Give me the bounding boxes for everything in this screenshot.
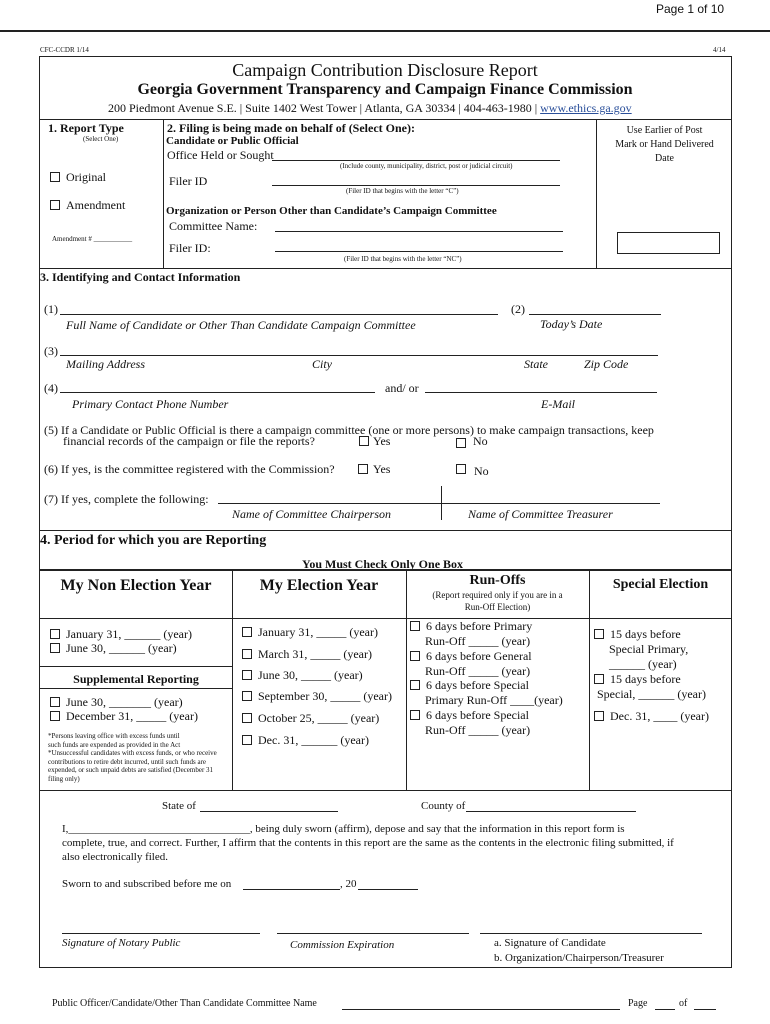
supplemental-dec31[interactable]: [50, 709, 198, 724]
committee-name-label: Committee Name:: [169, 219, 258, 233]
election-jun30[interactable]: [242, 668, 363, 683]
runoff-special-label: 6 days before Special: [426, 708, 529, 722]
field-4-number: (4): [44, 381, 58, 395]
footer-total-field[interactable]: [694, 1009, 716, 1010]
runoff-special-checkbox[interactable]: [410, 710, 420, 720]
election-jun30-checkbox[interactable]: [242, 670, 252, 680]
runoff-special-year: Run-Off _____ (year): [425, 723, 531, 737]
q5-no-label: No: [473, 434, 488, 448]
election-dec31-checkbox[interactable]: [242, 735, 252, 745]
field-2-number: (2): [511, 302, 525, 316]
office-label: Office Held or Sought: [167, 148, 274, 162]
supplemental-dec31-label: December 31, _____ (year): [66, 709, 198, 723]
zip-label: Zip Code: [584, 357, 629, 371]
postmark-line3: Date: [655, 153, 674, 164]
treasurer-label: Name of Committee Treasurer: [468, 507, 613, 521]
q6-no-checkbox[interactable]: [456, 464, 466, 474]
oath-line-2: complete, true, and correct. Further, I affirm that the contents in this report are the same as the contents in the electronic filing submitted, if: [62, 837, 674, 849]
original-checkbox[interactable]: [50, 172, 60, 182]
runoff-special-primary-year: Primary Run-Off ____(year): [425, 693, 563, 707]
filer-id-field[interactable]: [272, 185, 560, 186]
period-col-1: [232, 569, 233, 791]
election-sep30[interactable]: [242, 689, 392, 704]
special-dec31-label: Dec. 31, ____ (year): [610, 709, 709, 723]
oath-line-3: also electronically filed.: [62, 851, 168, 863]
supplemental-top-rule: [40, 666, 232, 667]
period-header-rule: [40, 618, 732, 619]
special-primary-checkbox[interactable]: [594, 629, 604, 639]
county-of-label: County of: [421, 800, 466, 812]
postmark-line2: Mark or Hand Delivered: [615, 139, 714, 150]
runoff-general-year: Run-Off _____ (year): [425, 664, 531, 678]
col-election-heading: My Election Year: [259, 577, 379, 594]
full-name-field[interactable]: [60, 314, 498, 315]
runoff-primary-year: Run-Off _____ (year): [425, 634, 531, 648]
election-oct25[interactable]: [242, 711, 379, 726]
amendment-number-field[interactable]: Amendment # ___________: [52, 235, 133, 243]
special-general[interactable]: [594, 672, 706, 702]
org-filer-id-note: (Filer ID that begins with the letter “NC”): [344, 255, 462, 263]
signature-b-label: b. Organization/Chairperson/Treasurer: [494, 952, 664, 964]
election-mar31-label: March 31, _____ (year): [258, 647, 372, 661]
original-label: Original: [66, 170, 106, 184]
election-sep30-label: September 30, _____ (year): [258, 689, 392, 703]
nonelection-jun30[interactable]: [50, 641, 177, 656]
footnote-line: expended, or such unpaid debts are satisfied (December 31: [48, 766, 214, 774]
special-dec31[interactable]: [594, 709, 709, 724]
filing-heading: 2. Filing is being made on behalf of (Select One):: [167, 121, 415, 135]
election-jun30-label: June 30, _____ (year): [258, 668, 363, 682]
oath-line-1: I,_________________________________, being duly sworn (affirm), depose and say that the information in this report form is: [62, 823, 625, 835]
runoffs-note-1: (Report required only if you are in a: [432, 590, 563, 600]
runoff-special-primary[interactable]: [410, 678, 563, 708]
election-dec31[interactable]: [242, 733, 369, 748]
phone-field[interactable]: [60, 392, 375, 393]
candidate-signature-field[interactable]: [480, 933, 702, 934]
runoff-general-label: 6 days before General: [426, 649, 532, 663]
state-of-field[interactable]: [200, 811, 338, 812]
footer-page-label: Page: [628, 998, 648, 1009]
notary-signature-field[interactable]: [62, 933, 260, 934]
mailing-address-label: Mailing Address: [66, 357, 146, 371]
candidate-heading: Candidate or Public Official: [166, 135, 299, 147]
election-mar31[interactable]: [242, 647, 372, 662]
section2-rule: [40, 268, 732, 269]
filer-id-note: (Filer ID that begins with the letter “C”): [346, 187, 459, 195]
amendment-label: Amendment: [66, 198, 126, 212]
supplemental-dec31-checkbox[interactable]: [50, 711, 60, 721]
election-mar31-checkbox[interactable]: [242, 649, 252, 659]
form-code: CFC-CCDR 1/14: [40, 46, 89, 54]
footnote-line: such funds are expended as provided in the Act: [48, 740, 181, 749]
supplemental-footnotes: [48, 732, 217, 783]
website-link[interactable]: www.ethics.ga.gov: [540, 101, 632, 115]
footer-name-label: Public Officer/Candidate/Other Than Candidate Committee Name: [52, 998, 317, 1009]
header-rule: [0, 30, 770, 32]
runoff-general[interactable]: [410, 649, 532, 679]
q6-yes-checkbox[interactable]: [358, 464, 368, 474]
q5-no-checkbox[interactable]: [456, 438, 466, 448]
state-of-label: State of: [162, 800, 196, 812]
nonelection-jun30-checkbox[interactable]: [50, 643, 60, 653]
footer-name-field[interactable]: [342, 1009, 620, 1010]
runoff-special-primary-label: 6 days before Special: [426, 678, 529, 692]
office-note: (Include county, municipality, district, post or judicial circuit): [340, 162, 513, 170]
field-3-number: (3): [44, 344, 58, 358]
todays-date-field[interactable]: [529, 314, 661, 315]
todays-date-label: Today’s Date: [540, 317, 603, 331]
org-heading: Organization or Person Other than Candidate’s Campaign Committee: [166, 205, 497, 217]
footnote-line: *Persons leaving office with excess funds until: [48, 732, 180, 740]
election-jan31-label: January 31, _____ (year): [258, 625, 378, 639]
col-divider-1: [163, 119, 164, 268]
commission-label: Commission Expiration: [290, 939, 395, 951]
q5-yes-label: Yes: [373, 434, 391, 448]
org-filer-id-label: Filer ID:: [169, 241, 211, 255]
election-jan31[interactable]: [242, 625, 378, 640]
state-label: State: [524, 357, 548, 371]
special-general-label: 15 days before: [610, 672, 681, 686]
footer-page-field[interactable]: [655, 1009, 675, 1010]
footer-of-label: of: [679, 998, 688, 1009]
commission-expiration-field[interactable]: [277, 933, 469, 934]
section3-rule: [40, 530, 732, 531]
runoff-general-checkbox[interactable]: [410, 651, 420, 661]
supplemental-bottom-rule: [40, 688, 232, 689]
committee-officers-field[interactable]: [218, 503, 660, 504]
commission-address: [108, 101, 632, 116]
office-field[interactable]: [272, 160, 560, 161]
amendment-checkbox[interactable]: [50, 200, 60, 210]
committee-officers-divider: [441, 486, 442, 520]
signature-a-label: a. Signature of Candidate: [494, 937, 606, 949]
form-title: Campaign Contribution Disclosure Report: [232, 60, 538, 80]
full-name-label: Full Name of Candidate or Other Than Candidate Campaign Committee: [66, 318, 416, 332]
original-option[interactable]: [50, 170, 106, 185]
col-special-heading: Special Election: [612, 577, 709, 592]
nonelection-jan31-checkbox[interactable]: [50, 629, 60, 639]
amendment-option[interactable]: [50, 198, 125, 213]
county-of-field[interactable]: [466, 811, 636, 812]
nonelection-jan31[interactable]: [50, 627, 192, 642]
question-7: (7) If yes, complete the following:: [44, 492, 209, 506]
field-1-number: (1): [44, 302, 58, 316]
org-filer-id-field[interactable]: [275, 251, 563, 252]
col-runoffs-heading: Run-Offs: [469, 573, 526, 588]
filer-id-label: Filer ID: [169, 174, 208, 188]
runoff-special-primary-checkbox[interactable]: [410, 680, 420, 690]
phone-label: Primary Contact Phone Number: [72, 397, 229, 411]
runoffs-note-2: Run-Off Election): [464, 602, 531, 612]
sworn-label: Sworn to and subscribed before me on: [62, 878, 232, 890]
footnote-line: *Unsuccessful candidates with excess funds, or who receive: [48, 749, 217, 757]
address-text: 200 Piedmont Avenue S.E. | Suite 1402 West Tower | Atlanta, GA 30334 | 404-463-1980 |: [108, 101, 538, 115]
committee-name-field[interactable]: [275, 231, 563, 232]
supplemental-jun30-label: June 30, _______ (year): [66, 695, 183, 709]
city-label: City: [312, 357, 332, 371]
mailing-address-field[interactable]: [60, 355, 658, 356]
question-5-line2: financial records of the campaign or file the reports?: [63, 434, 315, 448]
nonelection-jun30-label: June 30, ______ (year): [66, 641, 177, 655]
form-date: 4/14: [713, 46, 726, 54]
q6-yes-label: Yes: [373, 462, 391, 476]
special-dec31-checkbox[interactable]: [594, 711, 604, 721]
election-jan31-checkbox[interactable]: [242, 627, 252, 637]
page-indicator: Page 1 of 10: [656, 2, 725, 16]
section3-heading: 3. Identifying and Contact Information: [40, 270, 241, 284]
email-label: E-Mail: [541, 397, 575, 411]
footnote-line: contributions to retire debt incurred, until such funds are: [48, 757, 207, 766]
chair-label: Name of Committee Chairperson: [232, 507, 391, 521]
commission-name: Georgia Government Transparency and Campaign Finance Commission: [137, 81, 633, 98]
special-primary-year: ______ (year): [609, 657, 677, 671]
runoff-primary-label: 6 days before Primary: [426, 619, 533, 633]
question-5-line1: (5) If a Candidate or Public Official is there a campaign committee (one or more persons) to make campaign transactions, keep: [44, 423, 654, 437]
election-oct25-label: October 25, _____ (year): [258, 711, 380, 725]
and-or-label: and/ or: [385, 381, 419, 395]
runoff-special[interactable]: [410, 708, 530, 738]
check-one-note: You Must Check Only One Box: [302, 557, 464, 571]
col-nonelection-heading: My Non Election Year: [60, 577, 212, 594]
email-field[interactable]: [425, 392, 657, 393]
postmark-line1: Use Earlier of Post: [626, 125, 703, 136]
section4-heading: 4. Period for which you are Reporting: [40, 533, 267, 548]
q6-no-label: No: [474, 464, 489, 478]
supplemental-jun30[interactable]: [50, 695, 183, 710]
notary-label: Signature of Notary Public: [62, 937, 181, 949]
election-dec31-label: Dec. 31, ______ (year): [258, 733, 369, 747]
report-type-heading: 1. Report Type: [48, 121, 124, 135]
nonelection-jan31-label: January 31, ______ (year): [66, 627, 192, 641]
footnote-line: filing only): [48, 774, 80, 783]
period-col-3: [589, 569, 590, 791]
q5-yes-checkbox[interactable]: [359, 436, 369, 446]
title-rule: [40, 119, 732, 120]
sworn-year-prefix: , 20: [340, 878, 357, 890]
sworn-date-field[interactable]: [243, 889, 340, 890]
supplemental-heading: Supplemental Reporting: [73, 672, 199, 686]
question-6: (6) If yes, is the committee registered with the Commission?: [44, 462, 335, 476]
supplemental-jun30-checkbox[interactable]: [50, 697, 60, 707]
election-sep30-checkbox[interactable]: [242, 691, 252, 701]
election-oct25-checkbox[interactable]: [242, 713, 252, 723]
runoff-primary[interactable]: [410, 619, 532, 649]
special-general-year: Special, ______ (year): [597, 687, 706, 701]
runoff-primary-checkbox[interactable]: [410, 621, 420, 631]
sworn-year-field[interactable]: [358, 889, 418, 890]
report-type-note: (Select One): [83, 135, 119, 143]
special-primary-label-2: Special Primary,: [609, 642, 689, 656]
special-primary[interactable]: [594, 627, 688, 672]
special-primary-label: 15 days before: [610, 627, 681, 641]
postmark-date-box[interactable]: [617, 232, 720, 254]
special-general-checkbox[interactable]: [594, 674, 604, 684]
